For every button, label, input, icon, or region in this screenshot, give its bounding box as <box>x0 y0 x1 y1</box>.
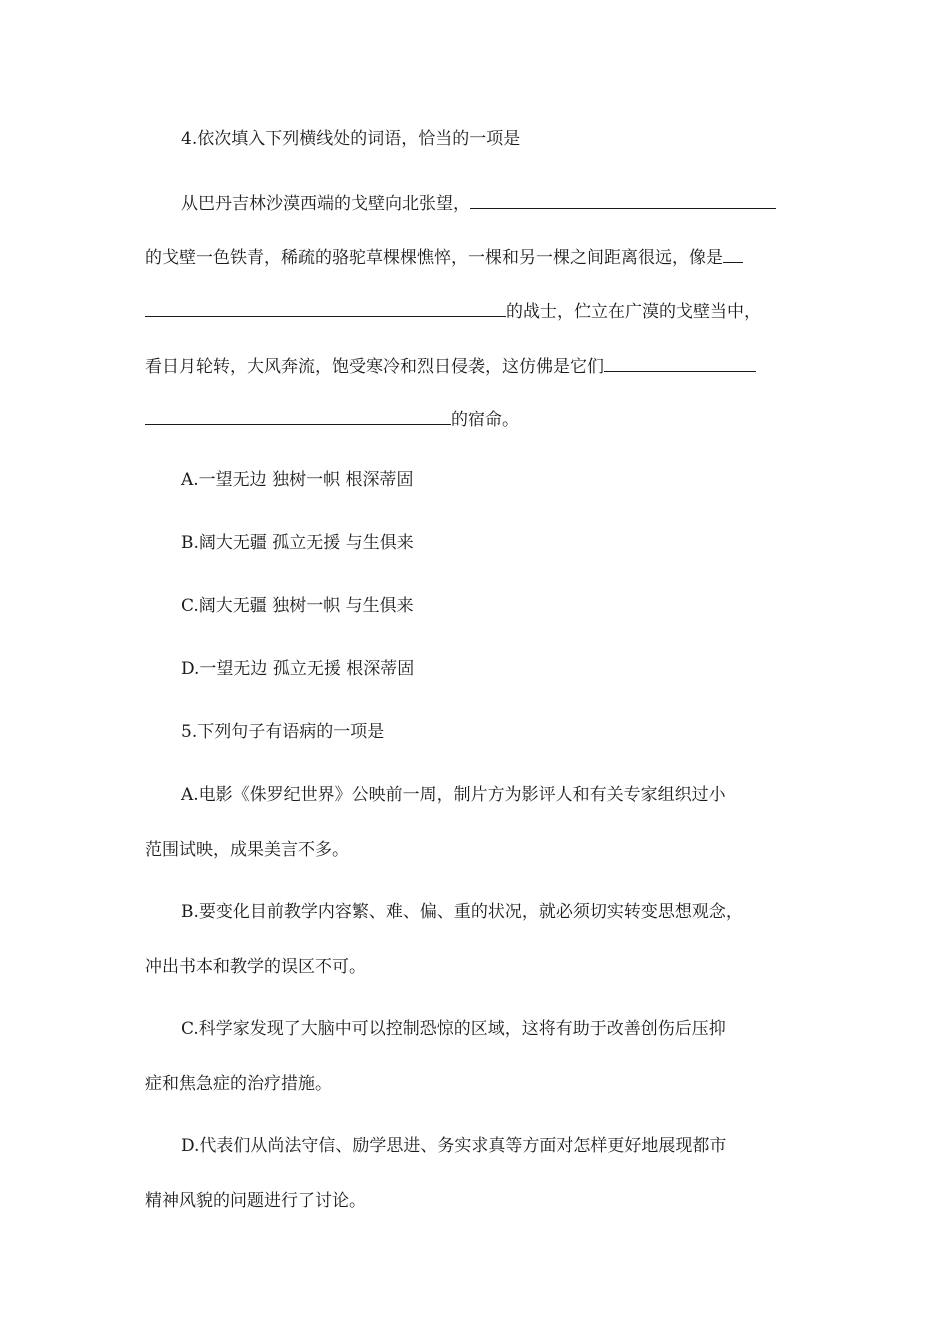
question-5-option-a-line-2: 范围试映，成果美言不多。 <box>145 840 349 860</box>
fill-blank-2-start <box>723 244 743 263</box>
passage-text: 看日月轮转，大风奔流，饱受寒冷和烈日侵袭，这仿佛是它们 <box>145 357 604 377</box>
question-5-option-c-line-2: 症和焦急症的治疗措施。 <box>145 1074 332 1094</box>
fill-blank-3-start <box>604 353 756 372</box>
question-5-option-c-line-1: C.科学家发现了大脑中可以控制恐惊的区域，这将有助于改善创伤后压抑 <box>181 1019 726 1039</box>
passage-text: 的宿命。 <box>451 410 519 430</box>
question-4-option-d: D.一望无边 孤立无援 根深蒂固 <box>181 659 415 679</box>
question-5-option-d-line-2: 精神风貌的问题进行了讨论。 <box>145 1191 366 1211</box>
question-5-option-d-line-1: D.代表们从尚法守信、励学思进、务实求真等方面对怎样更好地展现都市 <box>181 1136 727 1156</box>
question-4-option-b: B.阔大无疆 孤立无援 与生俱来 <box>181 533 414 553</box>
fill-blank-2 <box>145 298 506 317</box>
question-4-passage-line-2 <box>145 244 743 268</box>
question-5-option-b-line-1: B.要变化目前教学内容繁、难、偏、重的状况，就必须切实转变思想观念， <box>181 902 743 922</box>
question-5-option-a-line-1: A.电影《侏罗纪世界》公映前一周，制片方为影评人和有关专家组织过小 <box>181 785 726 805</box>
question-5-title: 5.下列句子有语病的一项是 <box>181 722 385 742</box>
question-4-passage-line-1 <box>181 190 776 214</box>
passage-text: 的战士，伫立在广漠的戈壁当中， <box>506 302 761 322</box>
question-4-option-c: C.阔大无疆 独树一帜 与生俱来 <box>181 596 414 616</box>
passage-text: 的戈壁一色铁青，稀疏的骆驼草棵棵憔悴，一棵和另一棵之间距离很远，像是 <box>145 248 723 268</box>
question-4-option-a: A.一望无边 独树一帜 根深蒂固 <box>181 470 414 490</box>
question-5-option-b-line-2: 冲出书本和教学的误区不可。 <box>145 957 366 977</box>
question-4-passage-line-4 <box>145 353 756 377</box>
passage-text: 从巴丹吉林沙漠西端的戈壁向北张望， <box>181 194 470 214</box>
fill-blank-1 <box>470 190 776 209</box>
question-4-passage-line-5 <box>145 406 519 430</box>
question-4-title: 4.依次填入下列横线处的词语，恰当的一项是 <box>181 129 521 149</box>
question-4-passage-line-3 <box>145 298 761 322</box>
fill-blank-3 <box>145 406 451 425</box>
